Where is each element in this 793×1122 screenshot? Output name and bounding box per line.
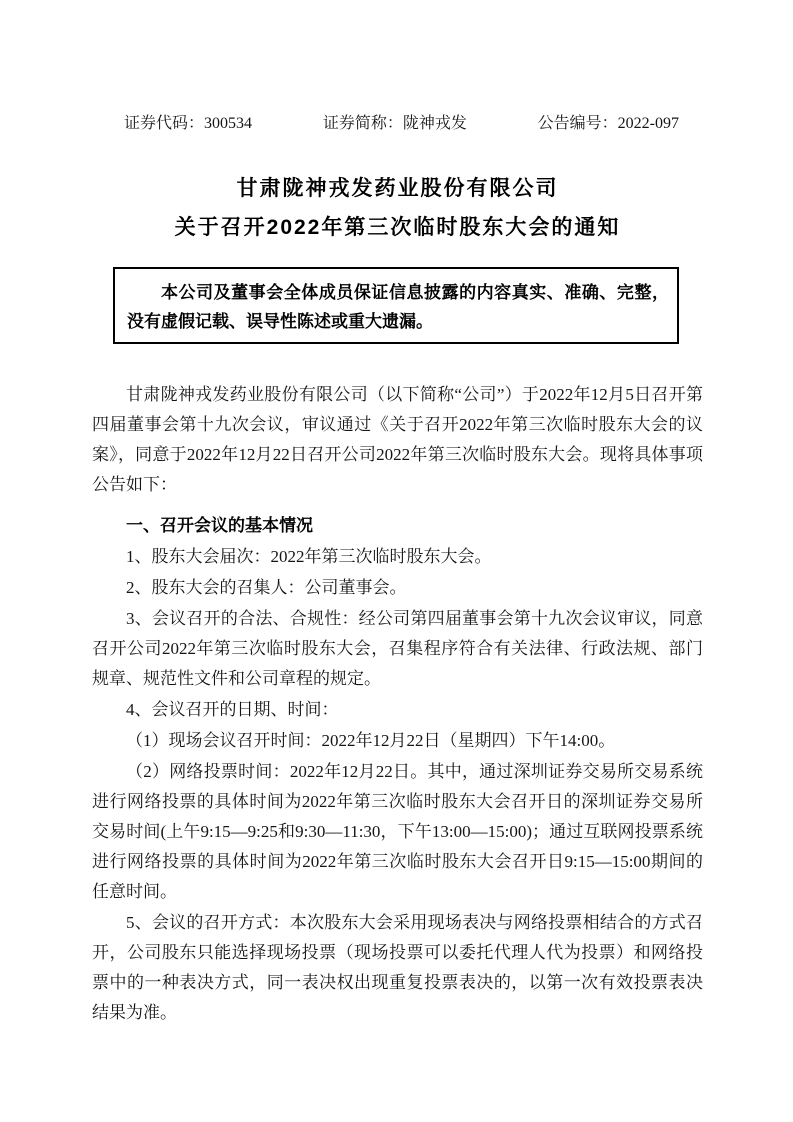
disclaimer-box: [113, 267, 679, 344]
company-name-title: 甘肃陇神戎发药业股份有限公司: [236, 177, 559, 200]
announcement-number: [538, 110, 679, 133]
item-2-convener: 2、股东大会的召集人：公司董事会。: [126, 578, 407, 597]
item-4-2-online-voting-time: （2）网络投票时间：2022年12月22日。其中，通过深圳证券交易所交易系统进行网络投票的具体时间为2022年第三次临时股东大会召开日的深圳证券交易所交易时间(上午9:15—9:25和9:30—11:30，下午13:00—15:00)；通过互联网投票系统进行网络投票的具体时间为2022年第三次临时股东大会召开日9:15—15:00期间的任意时间。: [92, 762, 703, 901]
securities-header: [92, 110, 703, 133]
intro-paragraph: 甘肃陇神戎发药业股份有限公司（以下简称“公司”）于2022年12月5日召开第四届董事会第十九次会议，审议通过《关于召开2022年第三次临时股东大会的议案》，同意于2022年12月22日召开公司2022年第三次临时股东大会。现将具体事项公告如下：: [92, 385, 703, 494]
announcement-number-value: 2022-097: [617, 115, 679, 132]
item-4-1-onsite-meeting-time: （1）现场会议召开时间：2022年12月22日（星期四）下午14:00。: [126, 731, 616, 750]
item-5-meeting-method: 5、会议的召开方式：本次股东大会采用现场表决与网络投票相结合的方式召开，公司股东只能选择现场投票（现场投票可以委托代理人代为投票）和网络投票中的一种表决方式，同一表决权出现重复投票表决的，以第一次有效投票表决结果为准。: [92, 913, 703, 1022]
stock-code-label: 证券代码：: [124, 115, 205, 132]
stock-code-value: 300534: [204, 115, 253, 132]
document-body: [92, 380, 703, 1028]
disclaimer-text: 本公司及董事会全体成员保证信息披露的内容真实、准确、完整，没有虚假记载、误导性陈述或重大遗漏。: [127, 283, 669, 331]
item-3-legality: 3、会议召开的合法、合规性：经公司第四届董事会第十九次会议审议，同意召开公司2022年第三次临时股东大会，召集程序符合有关法律、行政法规、部门规章、规范性文件和公司章程的规定。: [92, 609, 703, 688]
stock-code: [124, 110, 252, 133]
stock-name: [323, 110, 467, 133]
stock-name-value: 陇神戎发: [402, 115, 467, 132]
section-1-heading: 一、召开会议的基本情况: [126, 516, 313, 535]
announcement-number-label: 公告编号：: [537, 115, 618, 132]
item-1-session: 1、股东大会届次：2022年第三次临时股东大会。: [126, 547, 492, 566]
stock-name-label: 证券简称：: [322, 115, 403, 132]
announcement-title: 关于召开2022年第三次临时股东大会的通知: [174, 216, 621, 239]
item-4-datetime: 4、会议召开的日期、时间：: [126, 700, 339, 719]
